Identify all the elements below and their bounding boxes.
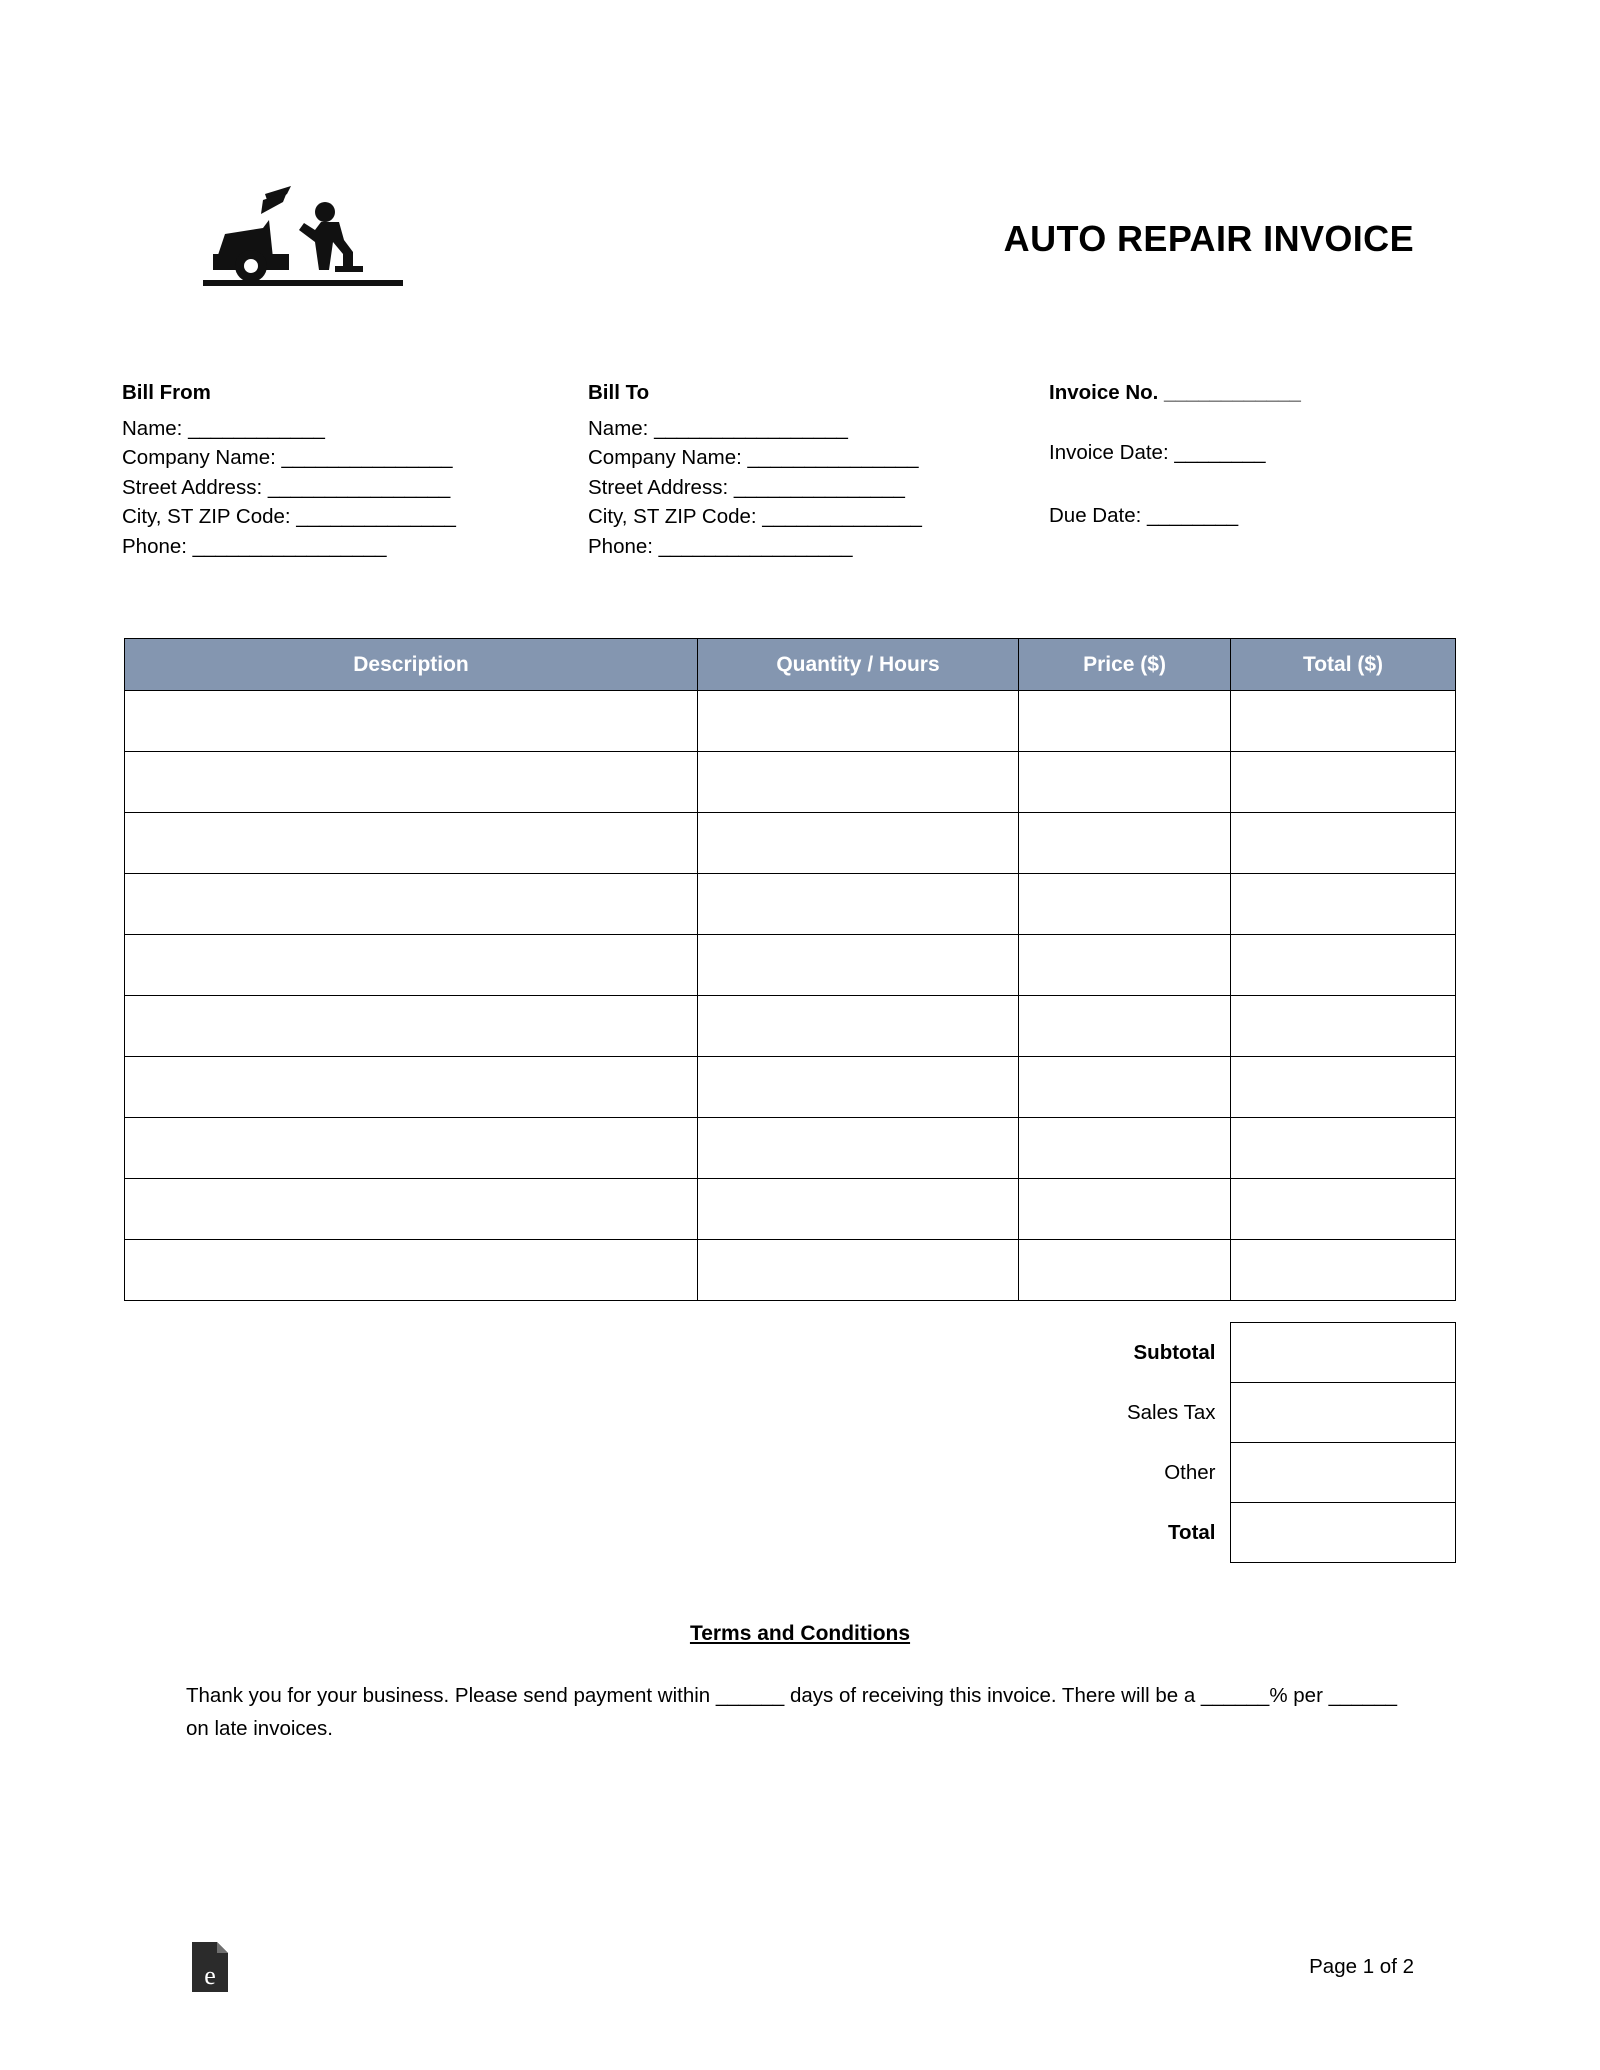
subtotal-value[interactable] bbox=[1230, 1323, 1455, 1383]
table-row bbox=[125, 1240, 1456, 1301]
bill-to-heading: Bill To bbox=[588, 381, 650, 404]
eforms-document-icon bbox=[188, 1940, 232, 1994]
table-row bbox=[125, 813, 1456, 874]
totals-row-subtotal bbox=[1024, 1323, 1455, 1383]
bill-from-street[interactable]: Street Address: ________________ bbox=[122, 475, 451, 499]
due-date-field[interactable]: Due Date: ________ bbox=[1049, 504, 1239, 527]
table-row bbox=[125, 935, 1456, 996]
cell-quantity[interactable] bbox=[698, 691, 1019, 752]
cell-quantity[interactable] bbox=[698, 996, 1019, 1057]
other-value[interactable] bbox=[1230, 1443, 1455, 1503]
cell-total[interactable] bbox=[1231, 813, 1456, 874]
bill-from-name[interactable]: Name: ____________ bbox=[122, 416, 325, 440]
cell-total[interactable] bbox=[1231, 1057, 1456, 1118]
total-label: Total bbox=[1168, 1520, 1216, 1544]
bill-to-block bbox=[588, 378, 1048, 561]
totals-row-other bbox=[1024, 1443, 1455, 1503]
cell-total[interactable] bbox=[1231, 691, 1456, 752]
cell-quantity[interactable] bbox=[698, 1240, 1019, 1301]
bill-from-company[interactable]: Company Name: _______________ bbox=[122, 446, 453, 469]
cell-price[interactable] bbox=[1019, 935, 1231, 996]
cell-price[interactable] bbox=[1019, 813, 1231, 874]
table-row bbox=[125, 1118, 1456, 1179]
cell-description[interactable] bbox=[125, 1240, 698, 1301]
table-row bbox=[125, 1057, 1456, 1118]
cell-description[interactable] bbox=[125, 752, 698, 813]
cell-quantity[interactable] bbox=[698, 874, 1019, 935]
totals-row-total bbox=[1024, 1503, 1455, 1563]
cell-description[interactable] bbox=[125, 996, 698, 1057]
invoice-meta-block bbox=[1049, 378, 1529, 565]
terms-and-conditions-body: Thank you for your business. Please send payment within ______ days of receiving this invoice. There will be a ______% per ______ on late invoices. bbox=[186, 1684, 1397, 1740]
totals-row-sales-tax bbox=[1024, 1383, 1455, 1443]
cell-quantity[interactable] bbox=[698, 752, 1019, 813]
document-header bbox=[0, 160, 1600, 310]
cell-description[interactable] bbox=[125, 874, 698, 935]
svg-text:e: e bbox=[204, 1961, 216, 1990]
cell-price[interactable] bbox=[1019, 1057, 1231, 1118]
column-header-description: Description bbox=[125, 639, 698, 691]
cell-quantity[interactable] bbox=[698, 1057, 1019, 1118]
cell-quantity[interactable] bbox=[698, 1118, 1019, 1179]
cell-total[interactable] bbox=[1231, 996, 1456, 1057]
column-header-quantity-hours: Quantity / Hours bbox=[698, 639, 1019, 691]
table-row bbox=[125, 996, 1456, 1057]
cell-price[interactable] bbox=[1019, 874, 1231, 935]
bill-to-name[interactable]: Name: _________________ bbox=[588, 416, 848, 440]
cell-description[interactable] bbox=[125, 813, 698, 874]
total-value[interactable] bbox=[1230, 1503, 1455, 1563]
sales-tax-value[interactable] bbox=[1230, 1383, 1455, 1443]
bill-from-block bbox=[122, 378, 562, 561]
table-row bbox=[125, 752, 1456, 813]
bill-from-phone[interactable]: Phone: _________________ bbox=[122, 534, 387, 558]
other-label: Other bbox=[1164, 1460, 1216, 1484]
bill-from-heading: Bill From bbox=[122, 381, 211, 404]
cell-total[interactable] bbox=[1231, 874, 1456, 935]
invoice-date-field[interactable]: Invoice Date: ________ bbox=[1049, 440, 1266, 464]
cell-quantity[interactable] bbox=[698, 1179, 1019, 1240]
cell-price[interactable] bbox=[1019, 1179, 1231, 1240]
cell-total[interactable] bbox=[1231, 935, 1456, 996]
cell-description[interactable] bbox=[125, 1118, 698, 1179]
page-title: AUTO REPAIR INVOICE bbox=[1003, 218, 1414, 259]
sales-tax-label: Sales Tax bbox=[1126, 1400, 1216, 1424]
line-items-table bbox=[124, 638, 1456, 1301]
cell-total[interactable] bbox=[1231, 1240, 1456, 1301]
page-number: Page 1 of 2 bbox=[1309, 1955, 1414, 1978]
bill-to-phone[interactable]: Phone: _________________ bbox=[588, 534, 853, 558]
table-row bbox=[125, 691, 1456, 752]
cell-description[interactable] bbox=[125, 1179, 698, 1240]
cell-price[interactable] bbox=[1019, 752, 1231, 813]
bill-from-city-state-zip[interactable]: City, ST ZIP Code: ______________ bbox=[122, 505, 456, 528]
bill-to-city-state-zip[interactable]: City, ST ZIP Code: ______________ bbox=[588, 505, 922, 528]
mechanic-working-on-car-icon bbox=[203, 180, 403, 305]
table-header-row bbox=[125, 639, 1456, 691]
cell-total[interactable] bbox=[1231, 1118, 1456, 1179]
cell-price[interactable] bbox=[1019, 1240, 1231, 1301]
table-row bbox=[125, 874, 1456, 935]
terms-and-conditions-heading: Terms and Conditions bbox=[689, 1622, 911, 1645]
invoice-number-field[interactable]: Invoice No. ____________ bbox=[1049, 381, 1301, 404]
cell-total[interactable] bbox=[1231, 1179, 1456, 1240]
subtotal-label: Subtotal bbox=[1133, 1340, 1216, 1364]
bill-to-street[interactable]: Street Address: _______________ bbox=[588, 475, 905, 499]
cell-total[interactable] bbox=[1231, 752, 1456, 813]
cell-quantity[interactable] bbox=[698, 813, 1019, 874]
cell-description[interactable] bbox=[125, 935, 698, 996]
cell-description[interactable] bbox=[125, 1057, 698, 1118]
column-header-total: Total ($) bbox=[1231, 639, 1456, 691]
totals-table bbox=[1024, 1322, 1456, 1563]
cell-quantity[interactable] bbox=[698, 935, 1019, 996]
cell-price[interactable] bbox=[1019, 996, 1231, 1057]
cell-price[interactable] bbox=[1019, 1118, 1231, 1179]
cell-description[interactable] bbox=[125, 691, 698, 752]
table-row bbox=[125, 1179, 1456, 1240]
column-header-price: Price ($) bbox=[1019, 639, 1231, 691]
bill-to-company[interactable]: Company Name: _______________ bbox=[588, 446, 919, 469]
cell-price[interactable] bbox=[1019, 691, 1231, 752]
